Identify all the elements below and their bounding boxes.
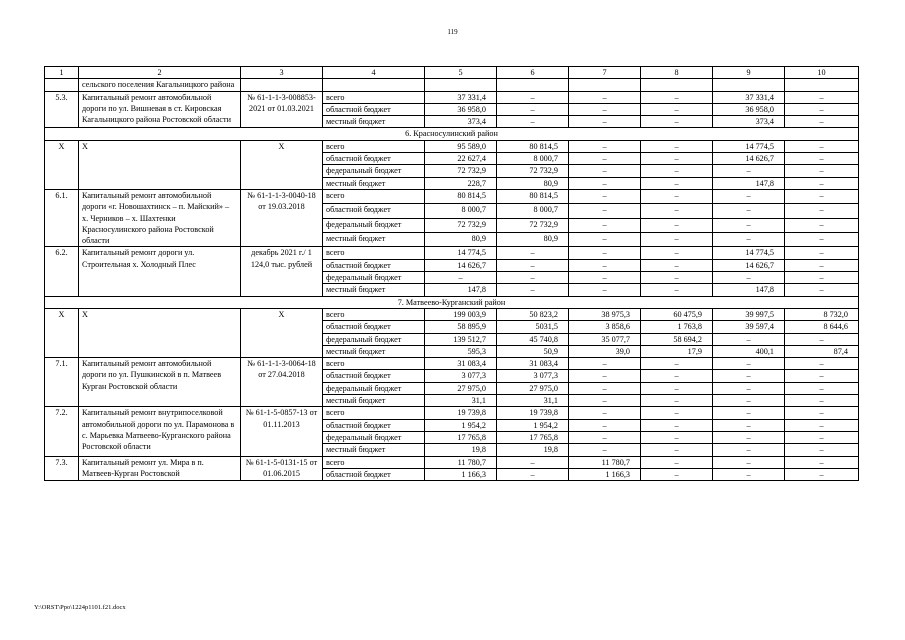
column-header: 5 bbox=[425, 67, 497, 79]
amount-cell: – bbox=[569, 177, 641, 189]
amount-cell: – bbox=[713, 272, 785, 284]
amount-cell: – bbox=[641, 456, 713, 468]
amount-cell: 95 589,0 bbox=[425, 140, 497, 152]
funding-source: областной бюджет bbox=[323, 321, 425, 333]
amount-cell: 373,4 bbox=[425, 116, 497, 128]
column-header: 9 bbox=[713, 67, 785, 79]
amount-cell: 139 512,7 bbox=[425, 333, 497, 345]
amount-cell: 72 732,9 bbox=[497, 165, 569, 177]
object-name: Капитальный ремонт внутрипоселковой автомобильной дороги по ул. Парамонова в с. Марьевка Матвеево-Курганского района Ростовской области bbox=[79, 407, 241, 456]
funding-source: местный бюджет bbox=[323, 116, 425, 128]
amount-cell: – bbox=[713, 382, 785, 394]
amount-cell: – bbox=[785, 419, 859, 431]
amount-cell: – bbox=[569, 259, 641, 271]
page-number: 119 bbox=[447, 28, 458, 36]
amount-cell: 14 626,7 bbox=[425, 259, 497, 271]
amount-cell: – bbox=[641, 116, 713, 128]
amount-cell: – bbox=[713, 204, 785, 218]
funding-source: всего bbox=[323, 91, 425, 103]
amount-cell: 14 774,5 bbox=[713, 247, 785, 259]
row-number: 7.2. bbox=[45, 407, 79, 456]
amount-cell: – bbox=[497, 103, 569, 115]
amount-cell: – bbox=[497, 284, 569, 296]
amount-cell: 8 000,7 bbox=[425, 204, 497, 218]
amount-cell: 3 077,3 bbox=[425, 370, 497, 382]
amount-cell: – bbox=[641, 259, 713, 271]
amount-cell: – bbox=[641, 419, 713, 431]
amount-cell: 14 774,5 bbox=[425, 247, 497, 259]
amount-cell: – bbox=[713, 395, 785, 407]
amount-cell: – bbox=[785, 333, 859, 345]
amount-cell: – bbox=[641, 284, 713, 296]
column-header: 6 bbox=[497, 67, 569, 79]
table-row bbox=[45, 456, 859, 468]
amount-cell: 14 774,5 bbox=[713, 140, 785, 152]
amount-cell: – bbox=[713, 333, 785, 345]
document-reference: Х bbox=[241, 308, 323, 357]
amount-cell: 39 997,5 bbox=[713, 308, 785, 320]
amount-cell: 50,9 bbox=[497, 345, 569, 357]
amount-cell: 3 858,6 bbox=[569, 321, 641, 333]
amount-cell: – bbox=[785, 358, 859, 370]
funding-source: всего bbox=[323, 308, 425, 320]
amount-cell: – bbox=[569, 233, 641, 247]
amount-cell: – bbox=[785, 259, 859, 271]
amount-cell: 8 644,6 bbox=[785, 321, 859, 333]
amount-cell: – bbox=[641, 204, 713, 218]
amount-cell: 27 975,0 bbox=[497, 382, 569, 394]
amount-cell: – bbox=[713, 189, 785, 203]
amount-cell: 595,3 bbox=[425, 345, 497, 357]
amount-cell: 22 627,4 bbox=[425, 153, 497, 165]
document-reference: № 61-1-5-0131-15 от 01.06.2015 bbox=[241, 456, 323, 481]
amount-cell: 80 814,5 bbox=[497, 140, 569, 152]
object-name: Х bbox=[79, 308, 241, 357]
amount-cell: – bbox=[569, 103, 641, 115]
table-row bbox=[45, 91, 859, 103]
amount-cell: – bbox=[569, 165, 641, 177]
amount-cell: – bbox=[713, 233, 785, 247]
amount-cell: 19,8 bbox=[497, 444, 569, 456]
funding-source: местный бюджет bbox=[323, 395, 425, 407]
empty-cell bbox=[241, 79, 323, 91]
funding-source: областной бюджет bbox=[323, 370, 425, 382]
amount-cell: 39,0 bbox=[569, 345, 641, 357]
amount-cell: – bbox=[713, 358, 785, 370]
funding-source: местный бюджет bbox=[323, 233, 425, 247]
funding-source: всего bbox=[323, 358, 425, 370]
amount-cell: 1 954,2 bbox=[425, 419, 497, 431]
amount-cell: – bbox=[497, 456, 569, 468]
row-number: Х bbox=[45, 308, 79, 357]
amount-cell: – bbox=[497, 259, 569, 271]
table-row bbox=[45, 247, 859, 259]
section-title: 7. Матвеево-Курганский район bbox=[45, 296, 859, 308]
amount-cell: 3 077,3 bbox=[497, 370, 569, 382]
amount-cell: – bbox=[785, 395, 859, 407]
amount-cell: – bbox=[641, 272, 713, 284]
column-header: 1 bbox=[45, 67, 79, 79]
amount-cell: – bbox=[785, 233, 859, 247]
amount-cell: – bbox=[713, 419, 785, 431]
amount-cell: – bbox=[785, 370, 859, 382]
amount-cell: 80,9 bbox=[425, 233, 497, 247]
amount-cell: – bbox=[785, 116, 859, 128]
amount-cell: 19 739,8 bbox=[425, 407, 497, 419]
amount-cell: 36 958,0 bbox=[425, 103, 497, 115]
funding-source: всего bbox=[323, 140, 425, 152]
amount-cell: – bbox=[641, 382, 713, 394]
amount-cell: – bbox=[713, 165, 785, 177]
object-name: Капитальный ремонт дороги ул. Строительная х. Холодный Плес bbox=[79, 247, 241, 296]
amount-cell: – bbox=[641, 103, 713, 115]
amount-cell: 39 597,4 bbox=[713, 321, 785, 333]
funding-source: областной бюджет bbox=[323, 259, 425, 271]
funding-source: местный бюджет bbox=[323, 345, 425, 357]
column-header: 8 bbox=[641, 67, 713, 79]
object-name: сельского поселения Кагальницкого района bbox=[79, 79, 241, 91]
amount-cell: 35 077,7 bbox=[569, 333, 641, 345]
amount-cell: – bbox=[785, 382, 859, 394]
amount-cell: – bbox=[641, 370, 713, 382]
amount-cell: – bbox=[641, 218, 713, 232]
amount-cell: 400,1 bbox=[713, 345, 785, 357]
row-number: 6.2. bbox=[45, 247, 79, 296]
document-reference: декабрь 2021 г./ 1 124,0 тыс. рублей bbox=[241, 247, 323, 296]
amount-cell: – bbox=[785, 103, 859, 115]
empty-cell bbox=[425, 79, 497, 91]
amount-cell: 37 331,4 bbox=[425, 91, 497, 103]
amount-cell: 11 780,7 bbox=[569, 456, 641, 468]
amount-cell: – bbox=[785, 284, 859, 296]
amount-cell: – bbox=[785, 177, 859, 189]
funding-source: всего bbox=[323, 456, 425, 468]
amount-cell: 31 083,4 bbox=[497, 358, 569, 370]
amount-cell: – bbox=[569, 431, 641, 443]
amount-cell: – bbox=[641, 247, 713, 259]
amount-cell: 373,4 bbox=[713, 116, 785, 128]
amount-cell: 1 954,2 bbox=[497, 419, 569, 431]
empty-cell bbox=[785, 79, 859, 91]
table-row bbox=[45, 140, 859, 152]
amount-cell: – bbox=[569, 140, 641, 152]
amount-cell: – bbox=[785, 247, 859, 259]
amount-cell: 60 475,9 bbox=[641, 308, 713, 320]
amount-cell: 80 814,5 bbox=[497, 189, 569, 203]
funding-source: федеральный бюджет bbox=[323, 431, 425, 443]
amount-cell: – bbox=[641, 233, 713, 247]
amount-cell: – bbox=[713, 218, 785, 232]
funding-source: всего bbox=[323, 407, 425, 419]
amount-cell: – bbox=[785, 91, 859, 103]
amount-cell: – bbox=[785, 218, 859, 232]
amount-cell: 80 814,5 bbox=[425, 189, 497, 203]
funding-source: местный бюджет bbox=[323, 284, 425, 296]
document-reference: № 61-1-1-3-0064-18 от 27.04.2018 bbox=[241, 358, 323, 407]
amount-cell: 17 765,8 bbox=[425, 431, 497, 443]
document-reference: Х bbox=[241, 140, 323, 189]
amount-cell: – bbox=[569, 419, 641, 431]
amount-cell: 11 780,7 bbox=[425, 456, 497, 468]
amount-cell: – bbox=[785, 189, 859, 203]
amount-cell: – bbox=[713, 456, 785, 468]
amount-cell: 72 732,9 bbox=[425, 165, 497, 177]
amount-cell: – bbox=[785, 204, 859, 218]
row-number: Х bbox=[45, 140, 79, 189]
amount-cell: – bbox=[569, 116, 641, 128]
column-header: 3 bbox=[241, 67, 323, 79]
amount-cell: – bbox=[641, 165, 713, 177]
empty-cell bbox=[497, 79, 569, 91]
amount-cell: – bbox=[785, 407, 859, 419]
amount-cell: – bbox=[641, 444, 713, 456]
amount-cell: 19,8 bbox=[425, 444, 497, 456]
amount-cell: 31 083,4 bbox=[425, 358, 497, 370]
amount-cell: 8 000,7 bbox=[497, 204, 569, 218]
empty-cell bbox=[323, 79, 425, 91]
funding-source: местный бюджет bbox=[323, 177, 425, 189]
funding-source: областной бюджет bbox=[323, 153, 425, 165]
funding-source: федеральный бюджет bbox=[323, 165, 425, 177]
row-number: 5.3. bbox=[45, 91, 79, 128]
amount-cell: 36 958,0 bbox=[713, 103, 785, 115]
amount-cell: – bbox=[569, 153, 641, 165]
amount-cell: – bbox=[569, 218, 641, 232]
empty-cell bbox=[713, 79, 785, 91]
amount-cell: – bbox=[785, 165, 859, 177]
amount-cell: – bbox=[569, 370, 641, 382]
column-header: 10 bbox=[785, 67, 859, 79]
row-number bbox=[45, 79, 79, 91]
amount-cell: 147,8 bbox=[425, 284, 497, 296]
amount-cell: – bbox=[785, 431, 859, 443]
table-row bbox=[45, 189, 859, 203]
table-row bbox=[45, 358, 859, 370]
row-number: 7.3. bbox=[45, 456, 79, 481]
section-row bbox=[45, 128, 859, 140]
amount-cell: – bbox=[641, 407, 713, 419]
amount-cell: 58 895,9 bbox=[425, 321, 497, 333]
amount-cell: – bbox=[569, 395, 641, 407]
amount-cell: 31,1 bbox=[497, 395, 569, 407]
amount-cell: – bbox=[569, 272, 641, 284]
funding-source: областной бюджет bbox=[323, 103, 425, 115]
amount-cell: 1 763,8 bbox=[641, 321, 713, 333]
amount-cell: – bbox=[569, 382, 641, 394]
amount-cell: – bbox=[425, 272, 497, 284]
amount-cell: – bbox=[497, 272, 569, 284]
amount-cell: 72 732,9 bbox=[497, 218, 569, 232]
amount-cell: 38 975,3 bbox=[569, 308, 641, 320]
amount-cell: 17,9 bbox=[641, 345, 713, 357]
amount-cell: 27 975,0 bbox=[425, 382, 497, 394]
funding-source: областной бюджет bbox=[323, 419, 425, 431]
amount-cell: – bbox=[713, 444, 785, 456]
object-name: Капитальный ремонт автомобильной дороги по ул. Пушкинской в п. Матвеев Курган Ростовской области bbox=[79, 358, 241, 407]
document-reference: № 61-1-5-0857-13 от 01.11.2013 bbox=[241, 407, 323, 456]
amount-cell: – bbox=[713, 431, 785, 443]
amount-cell: 5031,5 bbox=[497, 321, 569, 333]
amount-cell: – bbox=[713, 370, 785, 382]
amount-cell: – bbox=[785, 140, 859, 152]
amount-cell: – bbox=[785, 272, 859, 284]
object-name: Х bbox=[79, 140, 241, 189]
budget-table bbox=[44, 66, 859, 481]
amount-cell: – bbox=[569, 358, 641, 370]
document-reference: № 61-1-1-3-0040-18 от 19.03.2018 bbox=[241, 189, 323, 246]
amount-cell: – bbox=[713, 407, 785, 419]
object-name: Капитальный ремонт автомобильной дороги «г. Новошахтинск – п. Майский» – х. Черников – х. Шахтенки Красносулинского района Ростовской области bbox=[79, 189, 241, 246]
section-title: 6. Красносулинский район bbox=[45, 128, 859, 140]
amount-cell: – bbox=[569, 189, 641, 203]
table-row bbox=[45, 79, 859, 91]
row-number: 6.1. bbox=[45, 189, 79, 246]
amount-cell: 72 732,9 bbox=[425, 218, 497, 232]
funding-source: всего bbox=[323, 189, 425, 203]
amount-cell: 14 626,7 bbox=[713, 259, 785, 271]
amount-cell: – bbox=[785, 444, 859, 456]
amount-cell: 14 626,7 bbox=[713, 153, 785, 165]
empty-cell bbox=[641, 79, 713, 91]
amount-cell: 8 732,0 bbox=[785, 308, 859, 320]
amount-cell: – bbox=[641, 189, 713, 203]
funding-source: федеральный бюджет bbox=[323, 272, 425, 284]
column-header: 4 bbox=[323, 67, 425, 79]
object-name: Капитальный ремонт ул. Мира в п. Матвеев-Курган Ростовской bbox=[79, 456, 241, 481]
funding-source: всего bbox=[323, 247, 425, 259]
amount-cell: 37 331,4 bbox=[713, 91, 785, 103]
amount-cell: 80,9 bbox=[497, 177, 569, 189]
amount-cell: – bbox=[569, 444, 641, 456]
amount-cell: 17 765,8 bbox=[497, 431, 569, 443]
amount-cell: – bbox=[641, 177, 713, 189]
funding-source: федеральный бюджет bbox=[323, 382, 425, 394]
amount-cell: 19 739,8 bbox=[497, 407, 569, 419]
amount-cell: 50 823,2 bbox=[497, 308, 569, 320]
amount-cell: – bbox=[785, 456, 859, 468]
amount-cell: 8 000,7 bbox=[497, 153, 569, 165]
amount-cell: 45 740,8 bbox=[497, 333, 569, 345]
amount-cell: – bbox=[497, 468, 569, 480]
table-row bbox=[45, 407, 859, 419]
amount-cell: – bbox=[641, 153, 713, 165]
funding-source: местный бюджет bbox=[323, 444, 425, 456]
funding-source: областной бюджет bbox=[323, 468, 425, 480]
amount-cell: – bbox=[497, 247, 569, 259]
funding-source: федеральный бюджет bbox=[323, 333, 425, 345]
amount-cell: 147,8 bbox=[713, 177, 785, 189]
amount-cell: – bbox=[641, 91, 713, 103]
file-path-footer: Y:\ORST\Ppo\1224p1101.f21.docx bbox=[34, 604, 126, 611]
amount-cell: – bbox=[641, 358, 713, 370]
amount-cell: 58 694,2 bbox=[641, 333, 713, 345]
amount-cell: – bbox=[569, 284, 641, 296]
amount-cell: – bbox=[569, 204, 641, 218]
amount-cell: – bbox=[569, 247, 641, 259]
amount-cell: – bbox=[497, 91, 569, 103]
amount-cell: 1 166,3 bbox=[569, 468, 641, 480]
column-header: 2 bbox=[79, 67, 241, 79]
amount-cell: – bbox=[713, 468, 785, 480]
amount-cell: – bbox=[785, 153, 859, 165]
amount-cell: – bbox=[641, 140, 713, 152]
amount-cell: 31,1 bbox=[425, 395, 497, 407]
amount-cell: 228,7 bbox=[425, 177, 497, 189]
amount-cell: – bbox=[569, 407, 641, 419]
amount-cell: – bbox=[641, 395, 713, 407]
amount-cell: – bbox=[641, 431, 713, 443]
object-name: Капитальный ремонт автомобильной дороги по ул. Вишневая в ст. Кировская Кагальницкого района Ростовской области bbox=[79, 91, 241, 128]
document-reference: № 61-1-1-3-008853-2021 от 01.03.2021 bbox=[241, 91, 323, 128]
amount-cell: 199 003,9 bbox=[425, 308, 497, 320]
amount-cell: – bbox=[641, 468, 713, 480]
column-header: 7 bbox=[569, 67, 641, 79]
empty-cell bbox=[569, 79, 641, 91]
amount-cell: 1 166,3 bbox=[425, 468, 497, 480]
header-row bbox=[45, 67, 859, 79]
amount-cell: – bbox=[785, 468, 859, 480]
funding-source: областной бюджет bbox=[323, 204, 425, 218]
amount-cell: – bbox=[569, 91, 641, 103]
amount-cell: 147,8 bbox=[713, 284, 785, 296]
amount-cell: – bbox=[497, 116, 569, 128]
funding-source: федеральный бюджет bbox=[323, 218, 425, 232]
row-number: 7.1. bbox=[45, 358, 79, 407]
table-row bbox=[45, 308, 859, 320]
section-row bbox=[45, 296, 859, 308]
amount-cell: 80,9 bbox=[497, 233, 569, 247]
amount-cell: 87,4 bbox=[785, 345, 859, 357]
